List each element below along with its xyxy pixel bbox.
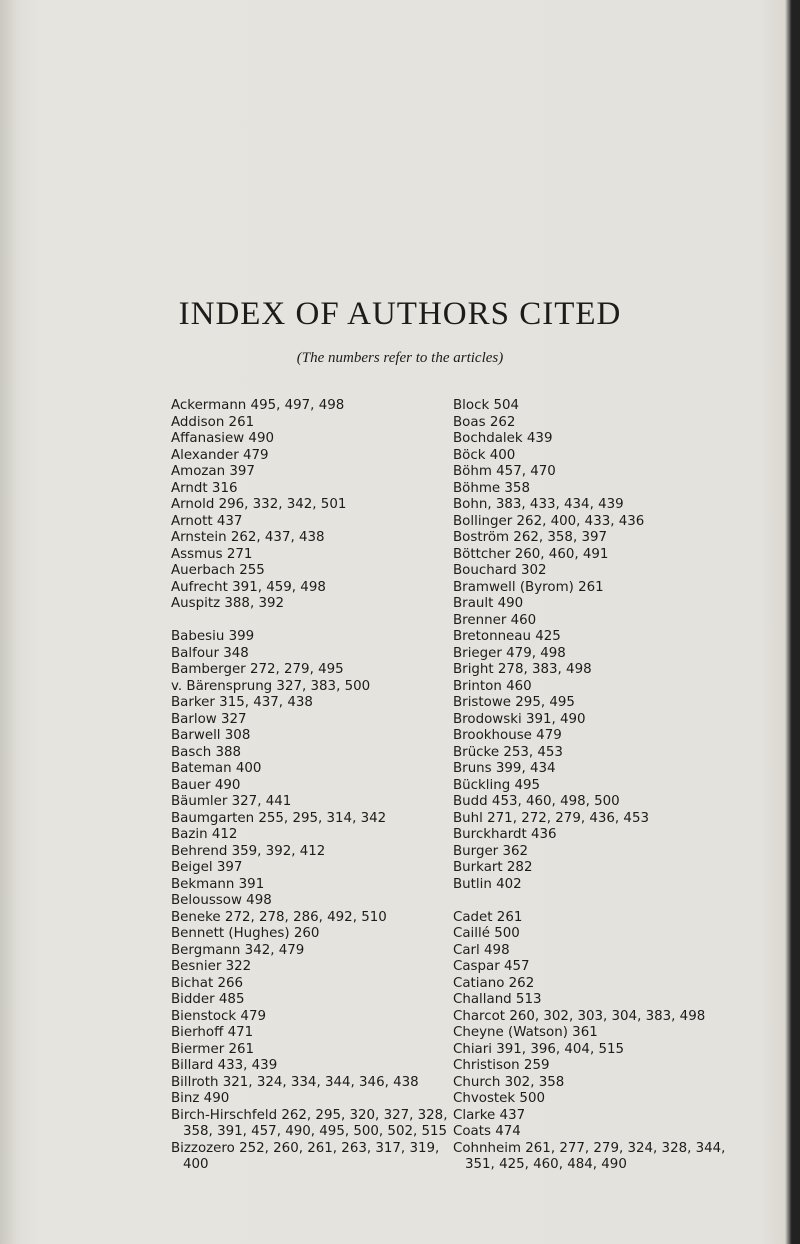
index-entry-text: Alexander 479 [171, 447, 269, 463]
index-entry [171, 431, 441, 448]
index-entry [171, 844, 441, 861]
index-entry [453, 1025, 791, 1042]
index-entry-text: Besnier 322 [171, 959, 252, 974]
index-entry-text: Bierhoff 471 [171, 1025, 254, 1040]
index-entry-text: Arnstein 262, 437, 438 [171, 530, 325, 545]
index-entry [453, 514, 791, 531]
index-entry-text: Cadet 261 [453, 909, 523, 925]
index-entry [171, 712, 441, 729]
index-entry [453, 1042, 791, 1059]
index-entry [453, 1009, 791, 1026]
index-entry [171, 1107, 448, 1141]
index-entry [171, 778, 441, 795]
index-entry-text: Bäumler 327, 441 [171, 794, 292, 809]
index-entry [171, 448, 441, 465]
index-entry [171, 1091, 441, 1108]
index-entry [453, 1058, 791, 1075]
index-entry-text: Bichat 266 [171, 975, 244, 991]
index-entry [171, 679, 441, 696]
index-entry-text: Caspar 457 [453, 959, 530, 974]
index-entry-text: Barlow 327 [171, 711, 247, 727]
index-entry-text: Bohn, 383, 433, 434, 439 [453, 497, 624, 512]
index-entry [171, 877, 441, 894]
index-entry-text: Bateman 400 [171, 761, 262, 776]
index-entry [453, 1091, 791, 1108]
index-entry [171, 530, 441, 547]
index-entry [171, 646, 441, 663]
index-entry-text: Beloussow 498 [171, 893, 272, 908]
index-entry [453, 943, 791, 960]
index-entry [171, 596, 441, 613]
index-entry-text: Behrend 359, 392, 412 [171, 843, 326, 859]
index-entry [453, 563, 791, 580]
index-entry-text: Baumgarten 255, 295, 314, 342 [171, 810, 387, 826]
index-entry-text: Assmus 271 [171, 546, 253, 562]
index-entry-text: Bretonneau 425 [453, 629, 561, 644]
index-entry-text: Chiari 391, 396, 404, 515 [453, 1041, 625, 1057]
index-entry-text: Brieger 479, 498 [453, 645, 566, 661]
index-entry [171, 464, 441, 481]
index-entry-text: Brinton 460 [453, 678, 532, 694]
index-entry-text: Cheyne (Watson) 361 [453, 1025, 598, 1040]
index-entry-text: Bramwell (Byrom) 261 [453, 579, 604, 595]
index-entry-text: Bollinger 262, 400, 433, 436 [453, 513, 645, 529]
index-entry-text: Birch-Hirschfeld 262, 295, 320, 327, 328, [171, 1107, 448, 1123]
index-entry-text: Bazin 412 [171, 827, 238, 842]
index-entry-text: Brault 490 [453, 596, 524, 611]
index-entry [453, 712, 791, 729]
index-entry [171, 860, 441, 877]
index-entry [453, 415, 791, 432]
index-entry [453, 959, 791, 976]
index-entry-text: Böck 400 [453, 447, 516, 463]
index-entry [171, 794, 441, 811]
index-entry-text: Barker 315, 437, 438 [171, 695, 313, 710]
index-entry-text: Beigel 397 [171, 860, 243, 875]
index-entry-text: Bouchard 302 [453, 563, 547, 578]
index-entry-text: Bauer 490 [171, 777, 241, 793]
index-entry [453, 860, 791, 877]
index-entry-text: Arnott 437 [171, 513, 243, 529]
index-entry [453, 398, 791, 415]
index-entry-continuation: 400 [183, 1157, 209, 1172]
index-entry [171, 563, 441, 580]
index-entry [171, 1042, 441, 1059]
index-entry-text: Amozan 397 [171, 464, 255, 479]
index-entry [171, 1141, 441, 1174]
index-entry [453, 778, 791, 795]
index-entry-text: Bekmann 391 [171, 876, 265, 892]
index-entry [171, 992, 441, 1009]
index-entry [453, 728, 791, 745]
index-entry [453, 596, 791, 613]
index-entry [453, 827, 791, 844]
index-entry [453, 1075, 791, 1092]
index-entry [171, 398, 441, 415]
index-entry [453, 530, 791, 547]
index-entry-text: Coats 474 [453, 1124, 521, 1139]
section-gap [453, 893, 791, 910]
index-entry [171, 1009, 441, 1026]
index-entry [171, 1058, 441, 1075]
index-entry [453, 580, 791, 597]
index-entry-text: Auerbach 255 [171, 563, 265, 578]
index-entry [171, 943, 441, 960]
index-entry-text: Bright 278, 383, 498 [453, 662, 592, 677]
index-entry-text: Babesiu 399 [171, 629, 255, 644]
index-entry-text: Challand 513 [453, 992, 542, 1007]
index-entry-text: Arnold 296, 332, 342, 501 [171, 497, 347, 512]
index-entry-text: Billard 433, 439 [171, 1058, 278, 1073]
index-entry [171, 497, 441, 514]
index-entry [171, 514, 441, 531]
index-entry [171, 976, 441, 993]
index-entry-text: Christison 259 [453, 1058, 550, 1073]
index-entry-text: Brücke 253, 453 [453, 744, 563, 760]
index-entry-text: Barwell 308 [171, 728, 251, 743]
index-entry-text: Arndt 316 [171, 480, 238, 496]
page-title: INDEX OF AUTHORS CITED [178, 296, 622, 332]
index-entry-text: Boas 262 [453, 414, 516, 430]
index-entry-text: Bochdalek 439 [453, 431, 553, 446]
index-entry [453, 497, 791, 514]
index-entry-text: Böhme 358 [453, 480, 530, 496]
index-entry [453, 1124, 791, 1141]
index-entry [171, 1025, 441, 1042]
index-entry-text: Charcot 260, 302, 303, 304, 383, 498 [453, 1008, 706, 1024]
index-entry [453, 613, 791, 630]
index-entry-text: Bergmann 342, 479 [171, 942, 305, 958]
index-entry [171, 728, 441, 745]
index-entry-text: Bruns 399, 434 [453, 761, 556, 776]
index-entry-text: Bristowe 295, 495 [453, 695, 575, 710]
index-entry-text: Burckhardt 436 [453, 827, 557, 842]
index-entry-text: Cohnheim 261, 277, 279, 324, 328, 344, [453, 1140, 726, 1156]
index-entry [171, 893, 441, 910]
index-entry-text: Butlin 402 [453, 876, 522, 892]
index-entry-text: Bienstock 479 [171, 1008, 266, 1024]
index-entry [453, 464, 791, 481]
index-entry [171, 827, 441, 844]
index-entry-text: Catiano 262 [453, 975, 535, 991]
index-entry [453, 910, 791, 927]
index-entry-text: Aufrecht 391, 459, 498 [171, 579, 326, 595]
index-entry [171, 662, 441, 679]
index-entry [171, 695, 441, 712]
index-entry-text: Bidder 485 [171, 992, 245, 1007]
index-entry [453, 1141, 791, 1174]
index-entry [171, 910, 441, 927]
index-entry [453, 431, 791, 448]
index-entry [453, 662, 791, 679]
index-entry-text: Carl 498 [453, 942, 510, 958]
index-entry-text: Brenner 460 [453, 612, 537, 628]
index-column-left [171, 398, 448, 1174]
index-entry [453, 481, 791, 498]
index-entry-text: Bamberger 272, 279, 495 [171, 662, 344, 677]
index-entry-text: Clarke 437 [453, 1107, 526, 1123]
index-entry [453, 794, 791, 811]
index-entry [171, 415, 441, 432]
index-entry [171, 481, 441, 498]
index-entry [453, 679, 791, 696]
index-entry [453, 992, 791, 1009]
index-entry-text: Ackermann 495, 497, 498 [171, 398, 345, 413]
index-entry [453, 448, 791, 465]
index-entry [453, 646, 791, 663]
index-entry-text: v. Bärensprung 327, 383, 500 [171, 678, 371, 694]
index-entry [171, 745, 441, 762]
index-entry [453, 844, 791, 861]
index-entry-text: Auspitz 388, 392 [171, 596, 285, 611]
index-entry-text: Buhl 271, 272, 279, 436, 453 [453, 810, 649, 826]
index-entry-text: Basch 388 [171, 744, 242, 760]
index-entry [453, 547, 791, 564]
index-entry-text: Church 302, 358 [453, 1074, 565, 1090]
index-entry [453, 976, 791, 993]
index-entry [453, 877, 791, 894]
index-entry [171, 926, 441, 943]
index-entry [171, 1075, 441, 1092]
index-entry-text: Burger 362 [453, 843, 529, 859]
index-entry-text: Balfour 348 [171, 645, 249, 661]
index-column-right [453, 398, 791, 1174]
index-entry-text: Block 504 [453, 398, 520, 413]
index-entry-text: Budd 453, 460, 498, 500 [453, 794, 620, 809]
index-entry-text: Brodowski 391, 490 [453, 711, 586, 727]
index-entry [171, 761, 441, 778]
index-entry [453, 761, 791, 778]
index-entry-text: Caillé 500 [453, 926, 520, 941]
index-entry-text: Brookhouse 479 [453, 728, 562, 743]
index-entry-text: Chvostek 500 [453, 1091, 545, 1106]
index-entry [453, 926, 791, 943]
index-entry [453, 811, 791, 828]
index-entry-continuation: 351, 425, 460, 484, 490 [465, 1157, 627, 1172]
page-subtitle: (The numbers refer to the articles) [296, 350, 504, 366]
section-gap [171, 613, 441, 630]
index-entry-text: Billroth 321, 324, 334, 344, 346, 438 [171, 1074, 419, 1090]
index-entry-text: Affanasiew 490 [171, 431, 274, 446]
index-entry-text: Bückling 495 [453, 777, 541, 793]
index-entry [171, 629, 441, 646]
index-entry [453, 629, 791, 646]
book-spine-edge [792, 0, 800, 1244]
index-entry-text: Burkart 282 [453, 860, 533, 875]
index-entry-text: Bizzozero 252, 260, 261, 263, 317, 319, [171, 1140, 440, 1156]
index-entry-continuation: 358, 391, 457, 490, 495, 500, 502, 515 [183, 1124, 448, 1139]
index-entry [171, 959, 441, 976]
index-entry-text: Böhm 457, 470 [453, 464, 556, 479]
index-entry [171, 811, 441, 828]
index-entry-text: Boström 262, 358, 397 [453, 530, 608, 545]
index-entry-text: Bennett (Hughes) 260 [171, 926, 320, 941]
index-entry [171, 547, 441, 564]
index-entry-text: Addison 261 [171, 414, 255, 430]
index-entry [453, 1108, 791, 1125]
index-entry-text: Biermer 261 [171, 1041, 255, 1057]
index-entry-text: Böttcher 260, 460, 491 [453, 546, 609, 562]
index-entry [453, 745, 791, 762]
index-entry-text: Binz 490 [171, 1091, 230, 1106]
index-entry [453, 695, 791, 712]
index-entry [171, 580, 441, 597]
index-entry-text: Beneke 272, 278, 286, 492, 510 [171, 909, 387, 925]
